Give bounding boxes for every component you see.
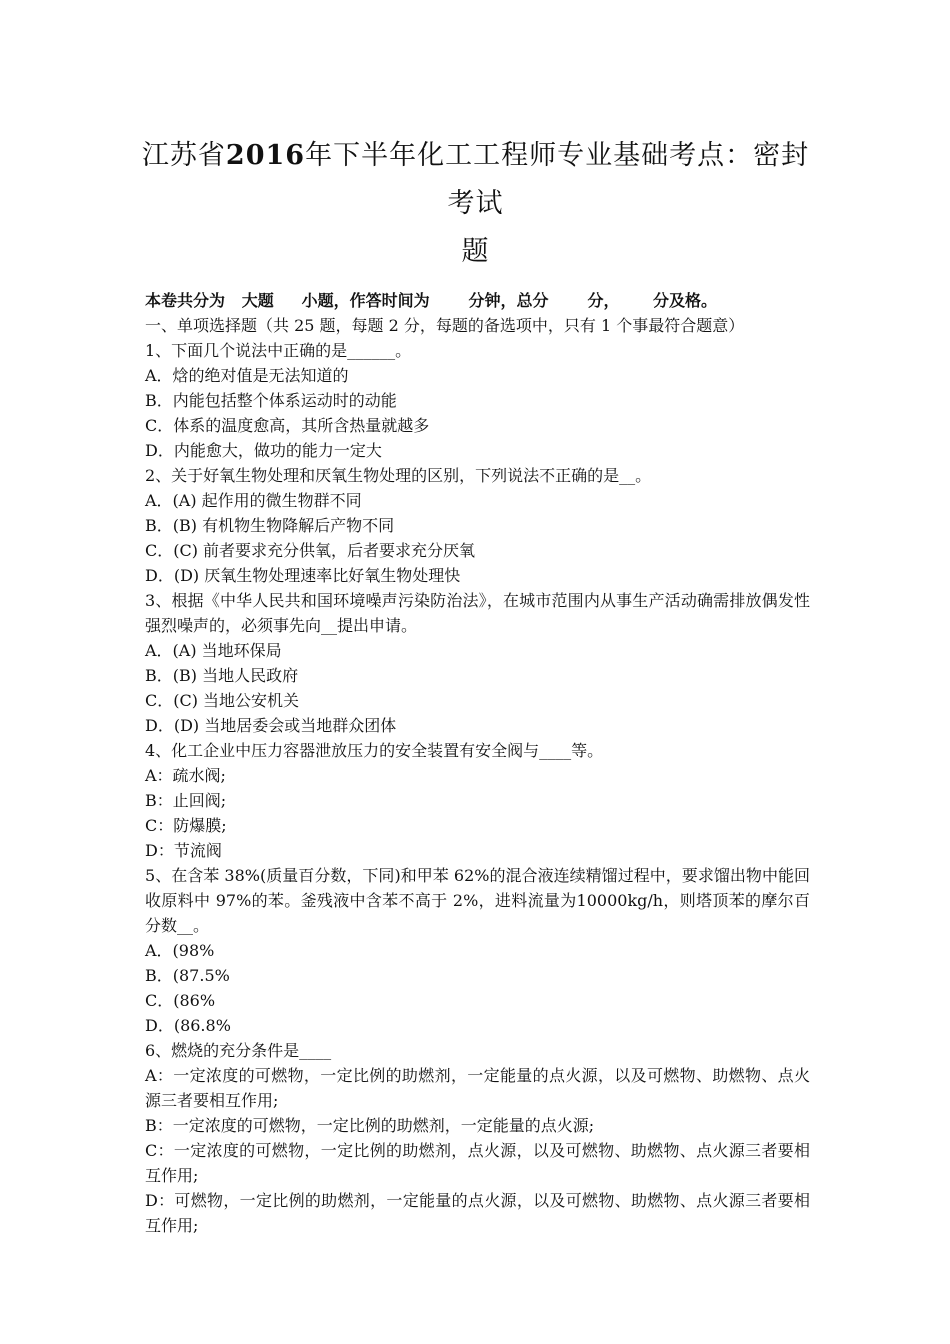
answer-option: D：节流阀	[145, 841, 222, 860]
answer-option: C．(C) 前者要求充分供氧，后者要求充分厌氧	[145, 541, 476, 560]
answer-option: A．(98%	[145, 941, 215, 960]
question-block	[145, 588, 810, 738]
answer-option: A．(A) 起作用的微生物群不同	[145, 491, 362, 510]
question-block	[145, 863, 810, 1038]
answer-option: B．(87.5%	[145, 966, 230, 985]
question-stem: 2、关于好氧生物处理和厌氧生物处理的区别，下列说法不正确的是__。	[145, 466, 652, 485]
title-line-1	[141, 132, 810, 228]
answer-option: B：止回阀;	[145, 791, 227, 810]
question-block	[145, 738, 810, 863]
question-block	[145, 1038, 810, 1238]
answer-option: D：可燃物，一定比例的助燃剂，一定能量的点火源，以及可燃物、助燃物、点火源三者要相互作用;	[145, 1191, 810, 1235]
answer-option: C．(C) 当地公安机关	[145, 691, 300, 710]
answer-option: D．(86.8%	[145, 1016, 231, 1035]
answer-option: B．(B) 有机物生物降解后产物不同	[145, 516, 395, 535]
question-list	[145, 338, 810, 1238]
question-stem: 6、燃烧的充分条件是____	[145, 1041, 332, 1060]
answer-option: C：一定浓度的可燃物，一定比例的助燃剂，点火源，以及可燃物、助燃物、点火源三者要相互作用;	[145, 1141, 810, 1185]
title-prefix: 江苏省	[141, 140, 226, 171]
answer-option: A．(A) 当地环保局	[145, 641, 282, 660]
exam-summary: 本卷共分为 大题 小题，作答时间为 分钟，总分 分， 分及格。	[145, 291, 717, 310]
answer-option: D．内能愈大，做功的能力一定大	[145, 441, 382, 460]
answer-option: B．(B) 当地人民政府	[145, 666, 299, 685]
answer-option: A：一定浓度的可燃物，一定比例的助燃剂，一定能量的点火源，以及可燃物、助燃物、点火源三者要相互作用;	[145, 1066, 810, 1110]
question-stem: 4、化工企业中压力容器泄放压力的安全装置有安全阀与____等。	[145, 741, 604, 760]
question-block	[145, 463, 810, 588]
title-year: 2016	[225, 140, 306, 171]
answer-option: D．(D) 当地居委会或当地群众团体	[145, 716, 397, 735]
document-title	[141, 132, 810, 276]
answer-option: A．焓的绝对值是无法知道的	[145, 366, 349, 385]
answer-option: A：疏水阀;	[145, 766, 226, 785]
answer-option: B：一定浓度的可燃物，一定比例的助燃剂，一定能量的点火源;	[145, 1116, 595, 1135]
answer-option: C．体系的温度愈高，其所含热量就越多	[145, 416, 430, 435]
answer-option: D．(D) 厌氧生物处理速率比好氧生物处理快	[145, 566, 461, 585]
title-suffix: 年下半年化工工程师专业基础考点：密封考试	[305, 140, 810, 219]
question-stem: 5、在含苯 38%(质量百分数，下同)和甲苯 62%的混合液连续精馏过程中，要求馏出物中能回收原料中 97%的苯。釜残液中含苯不高于 2%，进料流量为10000kg/h，则塔顶苯的摩尔百分数__。	[145, 866, 810, 935]
question-stem: 3、根据《中华人民共和国环境噪声污染防治法》，在城市范围内从事生产活动确需排放偶发性强烈噪声的，必须事先向__提出申请。	[145, 591, 810, 635]
answer-option: B．内能包括整个体系运动时的动能	[145, 391, 397, 410]
document-page	[141, 132, 810, 1238]
answer-option: C：防爆膜;	[145, 816, 227, 835]
answer-option: C．(86%	[145, 991, 216, 1010]
question-block	[145, 338, 810, 463]
title-line-2: 题	[461, 236, 490, 267]
section-heading: 一、单项选择题（共 25 题，每题 2 分，每题的备选项中，只有 1 个事最符合题意）	[145, 316, 745, 335]
question-stem: 1、下面几个说法中正确的是______。	[145, 341, 412, 360]
